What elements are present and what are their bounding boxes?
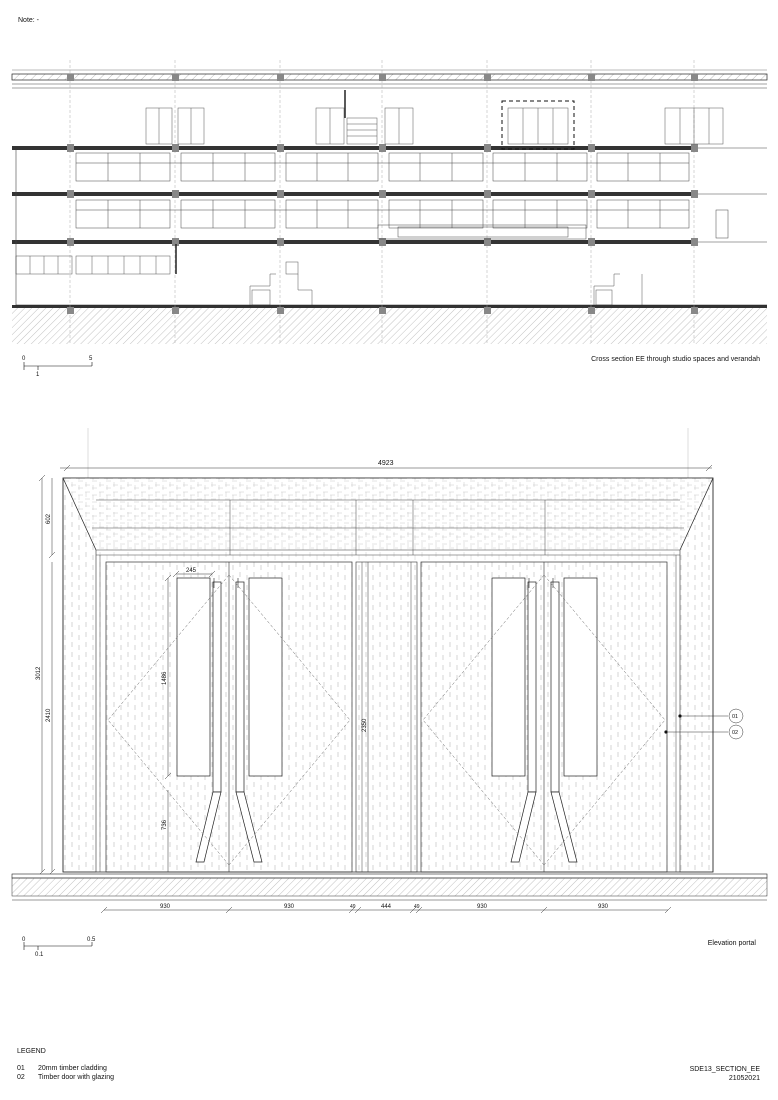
legend-code-01: 01 — [17, 1065, 25, 1072]
dim-bottom-5: 49 — [414, 904, 420, 910]
elevation-title: Elevation portal — [707, 940, 756, 947]
elevation-portal — [12, 428, 767, 958]
dim-window-height: 1486 — [162, 671, 168, 685]
legend-label-02: Timber door with glazing — [38, 1074, 114, 1081]
roof-slab — [12, 74, 767, 80]
dim-bottom-7: 930 — [598, 904, 609, 910]
dim-bottom-2: 930 — [284, 904, 295, 910]
dim-door-height: 2410 — [46, 708, 52, 722]
elevation-scale-mid: 0.1 — [35, 952, 44, 958]
left-door-glazing-a — [177, 578, 210, 776]
dim-overall-height: 3012 — [36, 666, 42, 680]
section-scale-0: 0 — [22, 356, 26, 362]
legend-label-01: 20mm timber cladding — [38, 1065, 107, 1072]
ground-hatch — [12, 308, 767, 344]
right-door-glazing-b — [564, 578, 597, 776]
portal-floor-hatch — [12, 878, 767, 896]
elevation-scale-bar — [24, 942, 92, 950]
sheet-date: 21052021 — [728, 1075, 760, 1082]
dim-top-band: 602 — [46, 513, 52, 524]
section-scale-bar — [24, 362, 92, 370]
dim-center-height: 2350 — [362, 718, 368, 732]
section-title: Cross section EE through studio spaces and verandah — [591, 356, 760, 363]
callout-02: 02 — [732, 730, 739, 736]
elevation-scale-end: 0.5 — [87, 937, 96, 943]
ground-slab — [12, 305, 767, 308]
elevation-scale-0: 0 — [22, 937, 26, 943]
right-door-glazing-a — [492, 578, 525, 776]
center-panel — [356, 562, 417, 872]
sheet-code: SDE13_SECTION_EE — [689, 1066, 760, 1073]
portal-top-band — [63, 478, 713, 550]
callout-01: 01 — [732, 714, 739, 720]
note-label: Note: - — [18, 17, 40, 24]
dim-bottom-4: 444 — [381, 904, 392, 910]
portal-floor-line — [12, 874, 767, 878]
section-scale-5: 5 — [89, 356, 93, 362]
dim-lower-height: 736 — [162, 819, 168, 830]
left-door-glazing-b — [249, 578, 282, 776]
dim-bottom-1: 930 — [160, 904, 171, 910]
dim-overall-width: 4923 — [378, 460, 394, 467]
legend-title: LEGEND — [17, 1048, 46, 1055]
legend-code-02: 02 — [17, 1074, 25, 1081]
dim-bottom-3: 49 — [350, 904, 356, 910]
cross-section — [12, 60, 767, 378]
dim-window-width: 245 — [186, 568, 197, 574]
section-scale-1: 1 — [36, 372, 40, 378]
dim-bottom-6: 930 — [477, 904, 488, 910]
